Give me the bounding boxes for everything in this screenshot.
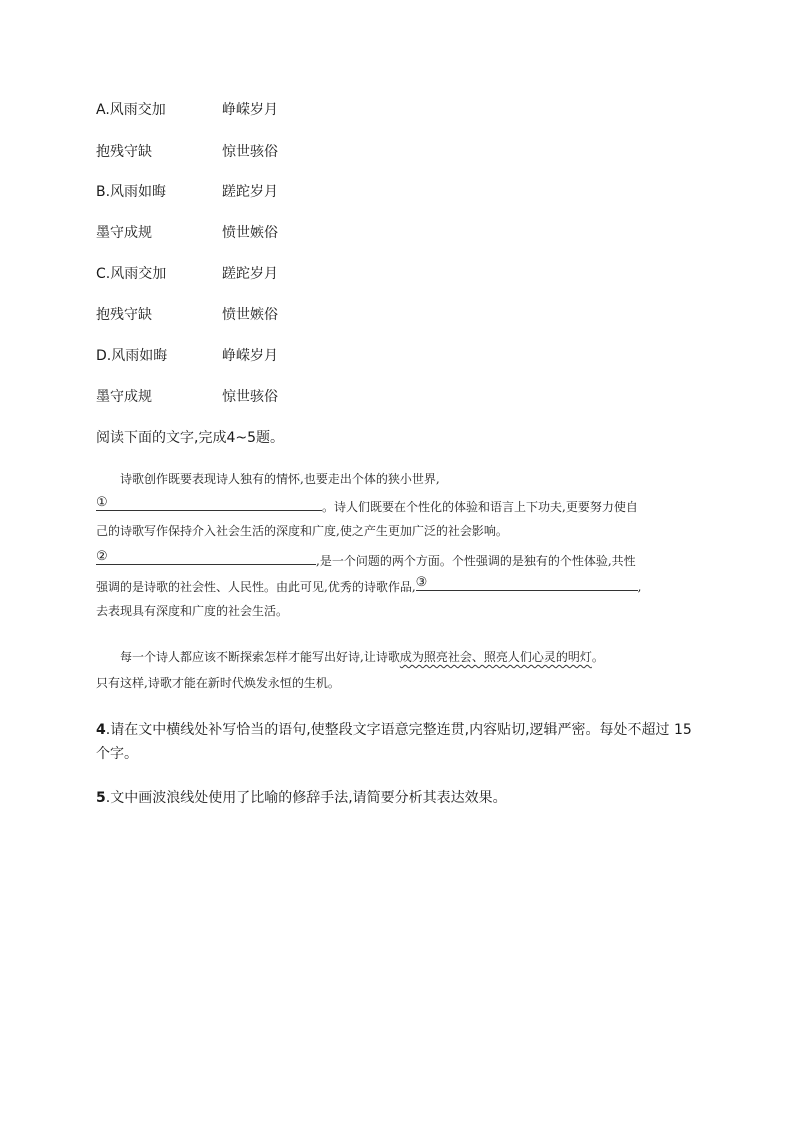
passage-line-2: ① 。诗人们既要在个性化的体验和语言上下功夫,更要努力使自 xyxy=(96,495,638,514)
reading-passage xyxy=(96,470,694,700)
blank-number: ③ xyxy=(415,575,428,590)
option-phrase-1: 墨守成规 xyxy=(96,389,152,405)
option-phrase-1: B.风雨如晦 xyxy=(96,184,167,200)
option-phrase-1: A.风雨交加 xyxy=(96,102,166,118)
option-phrase-1: D.风雨如晦 xyxy=(96,348,168,364)
passage-line-6: 去表现具有深度和广度的社会生活。 xyxy=(96,604,289,618)
passage-line-7: 每一个诗人都应该不断探索怎样才能写出好诗,让诗歌成为照亮社会、照亮人们心灵的明灯。 xyxy=(120,650,604,664)
option-row xyxy=(96,305,278,325)
fill-blank-3[interactable] xyxy=(416,576,638,591)
option-phrase-2: 峥嵘岁月 xyxy=(222,102,278,118)
option-phrase-1: C.风雨交加 xyxy=(96,266,167,282)
option-row xyxy=(96,387,278,407)
option-row xyxy=(96,223,278,243)
option-phrase-2: 峥嵘岁月 xyxy=(222,348,278,364)
option-phrase-1: 抱残守缺 xyxy=(96,144,152,160)
blank-number: ① xyxy=(96,495,108,510)
passage-line-1: 诗歌创作既要表现诗人独有的情怀,也要走出个体的狭小世界, xyxy=(120,472,440,486)
passage-line-5: 强调的是诗歌的社会性、人民性。由此可见,优秀的诗歌作品, ③ , xyxy=(96,575,642,594)
option-phrase-2: 蹉跎岁月 xyxy=(222,266,278,282)
fill-blank-1[interactable] xyxy=(96,496,322,511)
option-row xyxy=(96,142,278,162)
fill-blank-2[interactable] xyxy=(96,550,316,565)
question-5 xyxy=(96,786,696,810)
passage-line-4: ② ,是一个问题的两个方面。个性强调的是独有的个性体验,共性 xyxy=(96,549,636,568)
wavy-underlined-text: 成为照亮社会、照亮人们心灵的明灯 xyxy=(399,650,592,664)
question-number: 4 xyxy=(96,722,106,738)
option-phrase-2: 愤世嫉俗 xyxy=(222,307,278,323)
option-row xyxy=(96,100,278,120)
option-row xyxy=(96,182,278,202)
option-phrase-2: 蹉跎岁月 xyxy=(222,184,278,200)
option-phrase-2: 惊世骇俗 xyxy=(222,144,278,160)
option-phrase-1: 墨守成规 xyxy=(96,225,152,241)
option-row xyxy=(96,264,278,284)
option-phrase-2: 愤世嫉俗 xyxy=(222,225,278,241)
option-phrase-2: 惊世骇俗 xyxy=(222,389,278,405)
option-row xyxy=(96,346,278,366)
blank-number: ② xyxy=(96,549,108,564)
reading-intro: 阅读下面的文字,完成4~5题。 xyxy=(96,430,284,446)
question-text: .请在文中横线处补写恰当的语句,使整段文字语意完整连贯,内容贴切,逻辑严密。每处不超过 15个字。 xyxy=(96,722,692,762)
option-phrase-1: 抱残守缺 xyxy=(96,307,152,323)
question-number: 5 xyxy=(96,790,106,806)
question-text: .文中画波浪线处使用了比喻的修辞手法,请简要分析其表达效果。 xyxy=(105,790,507,806)
passage-line-8: 只有这样,诗歌才能在新时代焕发永恒的生机。 xyxy=(96,676,340,690)
passage-line-3: 己的诗歌写作保持介入社会生活的深度和广度,使之产生更加广泛的社会影响。 xyxy=(96,524,508,538)
question-4 xyxy=(96,718,696,766)
